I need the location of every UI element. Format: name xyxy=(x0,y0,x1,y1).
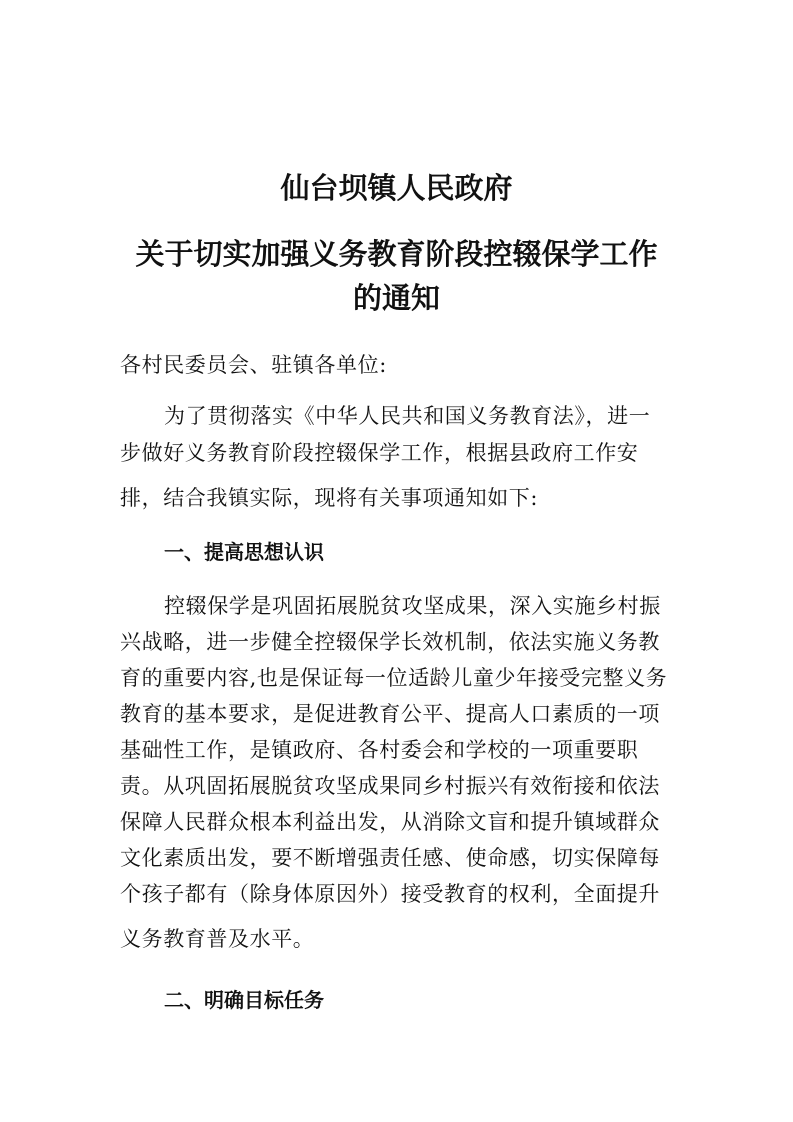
title-line-2: 关于切实加强义务教育阶段控辍保学工作 xyxy=(135,237,658,271)
title-line-1: 仙台坝镇人民政府 xyxy=(280,171,513,205)
section1-line: 基础性工作，是镇政府、各村委会和学校的一项重要职 xyxy=(120,738,639,762)
greeting: 各村民委员会、驻镇各单位: xyxy=(120,353,387,377)
intro-line: 步做好义务教育阶段控辍保学工作，根据县政府工作安 xyxy=(120,441,639,465)
intro-line: 排，结合我镇实际，现将有关事项通知如下: xyxy=(120,486,539,510)
section1-line: 义务教育普及水平。 xyxy=(120,927,315,951)
title-line-3: 的通知 xyxy=(352,281,440,315)
intro-line: 为了贯彻落实《中华人民共和国义务教育法》，进一 xyxy=(164,404,651,428)
section-heading-2: 二、明确目标任务 xyxy=(164,988,324,1012)
section1-line: 育的重要内容,也是保证每一位适龄儿童少年接受完整义务 xyxy=(120,666,668,690)
section1-line: 文化素质出发，要不断增强责任感、使命感，切实保障每 xyxy=(120,846,660,870)
section1-line: 兴战略，进一步健全控辍保学长效机制，依法实施义务教 xyxy=(120,630,660,654)
section1-line: 控辍保学是巩固拓展脱贫攻坚成果，深入实施乡村振 xyxy=(164,594,661,618)
section1-line: 教育的基本要求，是促进教育公平、提高人口素质的一项 xyxy=(120,702,660,726)
section1-line: 责。从巩固拓展脱贫攻坚成果同乡村振兴有效衔接和依法 xyxy=(120,774,660,798)
section1-line: 个孩子都有（除身体原因外）接受教育的权利，全面提升 xyxy=(120,882,660,906)
section1-line: 保障人民群众根本利益出发，从消除文盲和提升镇域群众 xyxy=(120,810,660,834)
section-heading-1: 一、提高思想认识 xyxy=(164,540,324,564)
